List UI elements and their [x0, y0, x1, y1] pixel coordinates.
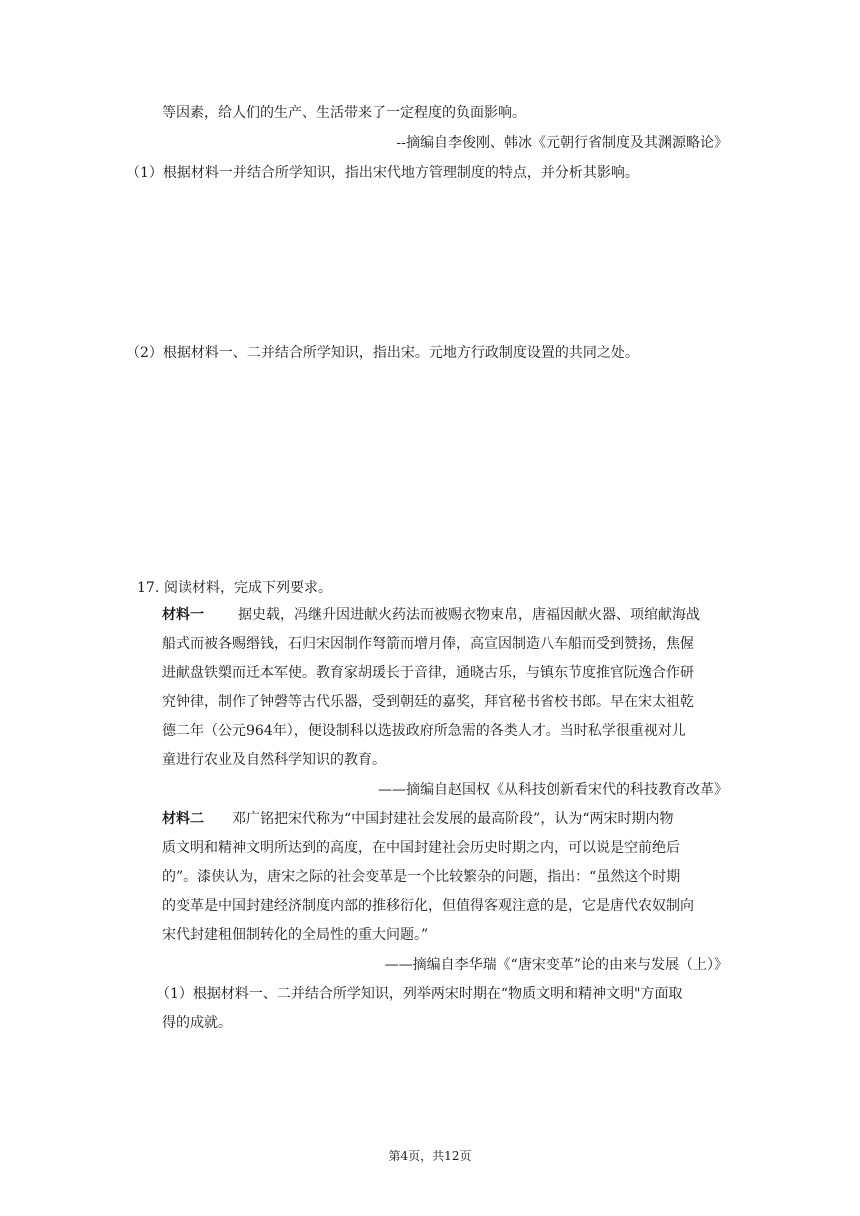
material-2-line: 质文明和精神文明所达到的高度，在中国封建社会历史时期之内，可以说是空前绝后: [162, 840, 680, 856]
question-1: （1）根据材料一并结合所学知识，指出宋代地方管理制度的特点，并分析其影响。: [126, 165, 639, 181]
material-2-line: 的”。漆侠认为，唐宋之际的社会变革是一个比较繁杂的问题，指出：“虽然这个时期: [162, 869, 681, 885]
material-1-line: 船式而被各赐缗钱，石归宋因制作弩箭而增月俸，高宣因制造八车船而受到赞扬，焦偓: [162, 636, 694, 652]
question-2: （2）根据材料一、二并结合所学知识，指出宋。元地方行政制度设置的共同之处。: [126, 345, 639, 361]
material-1-line: 德二年（公元964年），便设制科以选拔政府所急需的各类人才。当时私学很重视对儿: [162, 723, 686, 739]
continued-text-line: 等因素，给人们的生产、生活带来了一定程度的负面影响。: [162, 105, 526, 121]
material-2-line: 的变革是中国封建经济制度内部的推移衍化，但值得客观注意的是，它是唐代农奴制向: [162, 898, 694, 914]
material-source: --摘编自李俊刚、韩冰《元朝行省制度及其渊源略论》: [396, 135, 728, 151]
material-2-line: 邓广铭把宋代称为“中国封建社会发展的最高阶段”，认为“两宋时期内物: [232, 811, 674, 827]
material-1-line: 据史载，冯继升因进献火药法而被赐衣物束帛，唐福因献火器、项绾献海战: [238, 607, 700, 623]
question-17-prompt: 阅读材料，完成下列要求。: [164, 580, 332, 596]
material-1-line: 童进行农业及自然科学知识的教育。: [162, 752, 386, 768]
material-1-source: ——摘编自赵国权《从科技创新看宋代的科技教育改革》: [378, 782, 728, 798]
material-2-line: 宋代封建租佃制转化的全局性的重大问题。”: [162, 927, 429, 943]
question-17-1-line: 得的成就。: [162, 1015, 232, 1031]
material-1-line: 进献盘铁槊而迁本军使。教育家胡瑗长于音律，通晓古乐，与镇东节度推官阮逸合作研: [162, 665, 694, 681]
material-1-line: 究钟律，制作了钟磬等古代乐器，受到朝廷的嘉奖，拜官秘书省校书郎。早在宋太祖乾: [162, 694, 694, 710]
material-2-label: 材料二: [162, 811, 204, 827]
question-17-number: 17.: [137, 580, 160, 596]
question-17-1-line: （1）根据材料一、二并结合所学知识，列举两宋时期在“物质文明和精神文明"方面取: [156, 986, 683, 1002]
material-2-source: ——摘编自李华瑞《“唐宋变革”论的由来与发展（上）》: [384, 957, 728, 973]
page-footer: 第4页，共12页: [388, 1149, 472, 1163]
material-1-label: 材料一: [162, 607, 204, 623]
